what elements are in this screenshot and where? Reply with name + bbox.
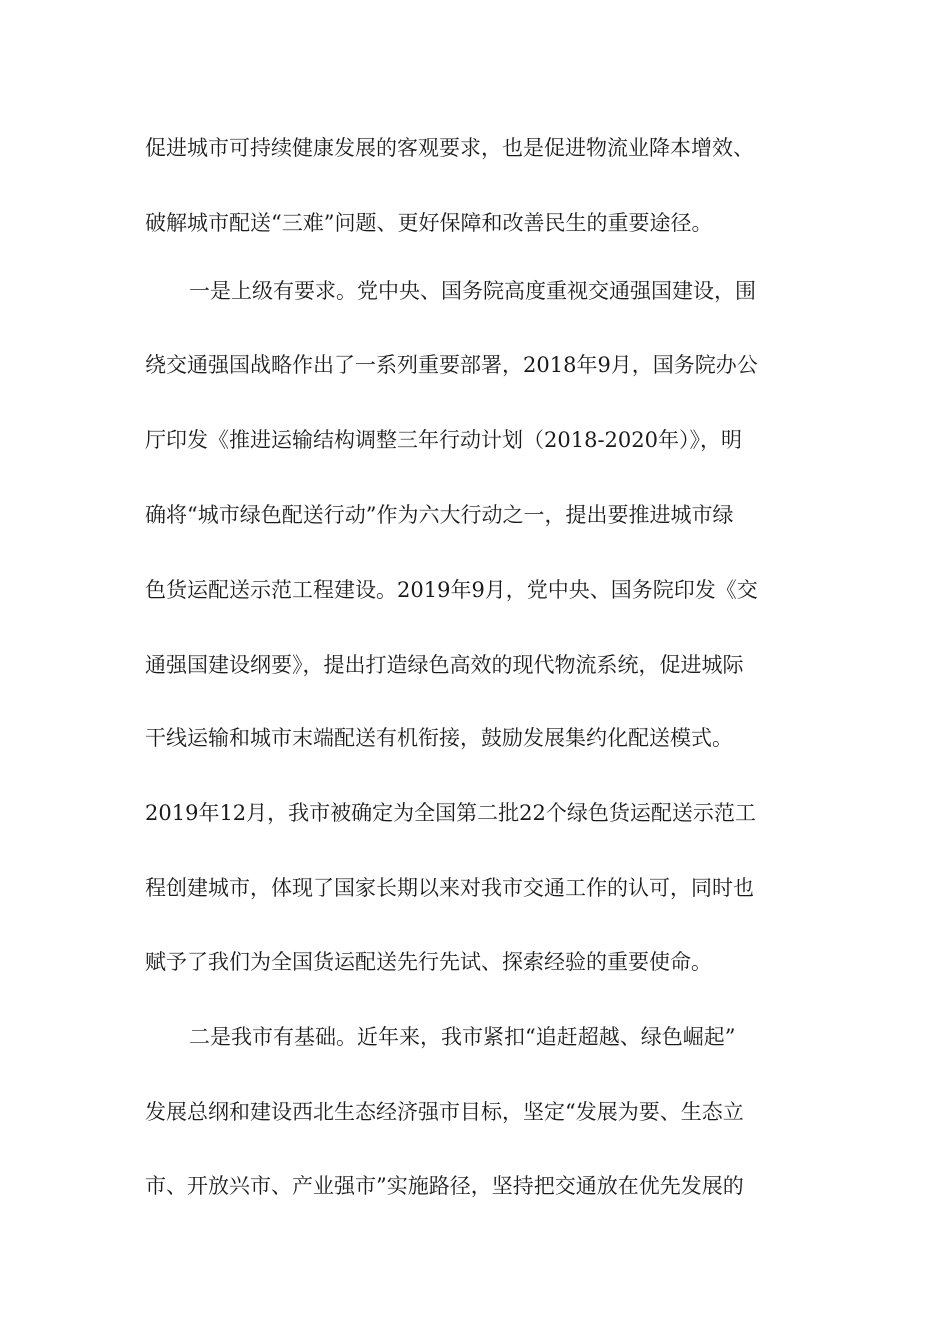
text-line: 2019年12月，我市被确定为全国第二批22个绿色货运配送示范工 — [145, 801, 756, 825]
text-line: 干线运输和城市末端配送有机衔接，鼓励发展集约化配送模式。 — [145, 726, 733, 750]
text-line: 程创建城市，体现了国家长期以来对我市交通工作的认可，同时也 — [145, 876, 754, 900]
text-line: 市、开放兴市、产业强市”实施路径，坚持把交通放在优先发展的 — [145, 1174, 744, 1198]
text-line: 促进城市可持续健康发展的客观要求，也是促进物流业降本增效、 — [145, 136, 754, 160]
text-line: 发展总纲和建设西北生态经济强市目标，坚定“发展为要、生态立 — [145, 1100, 744, 1124]
text-line: 厅印发《推进运输结构调整三年行动计划（2018-2020年）》，明 — [145, 428, 742, 452]
text-line: 确将“城市绿色配送行动”作为六大行动之一，提出要推进城市绿 — [145, 503, 734, 527]
text-line: 色货运配送示范工程建设。2019年9月，党中央、国务院印发《交 — [145, 578, 758, 602]
text-line: 绕交通强国战略作出了一系列重要部署，2018年9月，国务院办公 — [145, 353, 758, 377]
paragraph-first-line: 一是上级有要求。党中央、国务院高度重视交通强国建设，围 — [189, 279, 756, 303]
paragraph-first-line: 二是我市有基础。近年来，我市紧扣“追赶超越、绿色崛起” — [189, 1025, 736, 1049]
text-line: 破解城市配送“三难”问题、更好保障和改善民生的重要途径。 — [145, 211, 713, 235]
text-line: 赋予了我们为全国货运配送先行先试、探索经验的重要使命。 — [145, 950, 712, 974]
text-line: 通强国建设纲要》，提出打造绿色高效的现代物流系统，促进城际 — [145, 653, 744, 677]
